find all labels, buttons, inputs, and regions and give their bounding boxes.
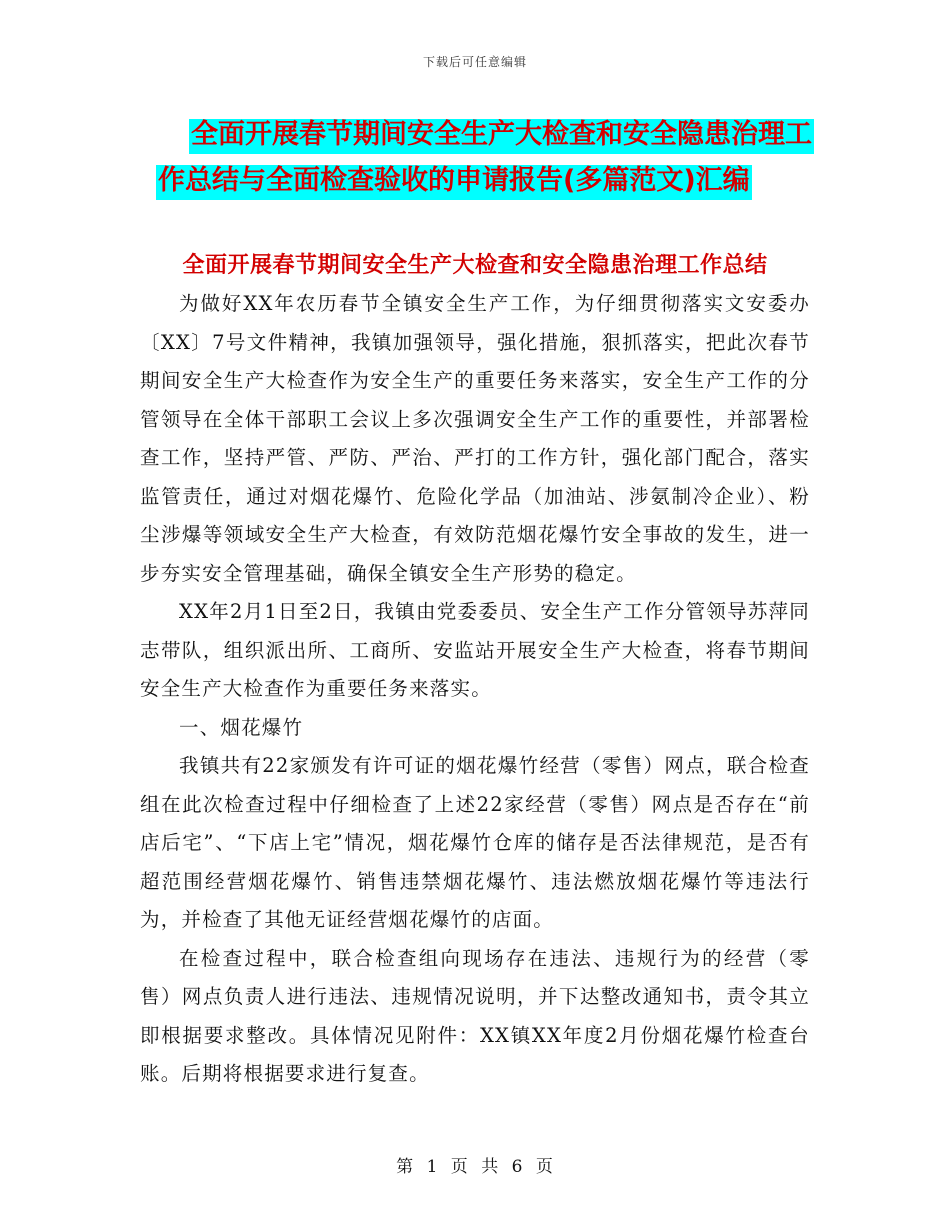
document-title-line-1-text: 全面开展春节期间安全生产大检查和安全隐患治理工 — [189, 119, 814, 154]
document-title-line-2 — [0, 158, 950, 204]
paragraph-rectification: 在检查过程中，联合检查组向现场存在违法、违规行为的经营（零售）网点负责人进行违法、违规情况说明，并下达整改通知书，责令其立即根据要求整改。具体情况见附件：XX镇XX年度2月份烟花爆竹检查台账。后期将根据要求进行复查。 — [140, 946, 810, 1085]
document-title-line-1 — [0, 112, 950, 158]
heading-fireworks: 一、烟花爆竹 — [179, 715, 304, 739]
header-note: 下载后可任意编辑 — [422, 55, 527, 69]
document-title — [0, 112, 950, 204]
section-title: 全面开展春节期间安全生产大检查和安全隐患治理工作总结 — [182, 253, 768, 278]
paragraph-fireworks-check: 我镇共有22家颁发有许可证的烟花爆竹经营（零售）网点，联合检查组在此次检查过程中仔细检查了上述22家经营（零售）网点是否存在“前店后宅”、“下店上宅”情况，烟花爆竹仓库的储存是否法律规范，是否有超范围经营烟花爆竹、销售违禁烟花爆竹、违法燃放烟花爆竹等违法行为，并检查了其他无证经营烟花爆竹的店面。 — [140, 754, 810, 931]
paragraph-intro: 为做好XX年农历春节全镇安全生产工作，为仔细贯彻落实文安委办〔XX〕7号文件精神，我镇加强领导，强化措施，狠抓落实，把此次春节期间安全生产大检查作为安全生产的重要任务来落实，安全生产工作的分管领导在全体干部职工会议上多次强调安全生产工作的重要性，并部署检查工作，坚持严管、严防、严治、严打的工作方针，强化部门配合，落实监管责任，通过对烟花爆竹、危险化学品（加油站、涉氨制冷企业）、粉尘涉爆等领域安全生产大检查，有效防范烟花爆竹安全事故的发生，进一步夯实安全管理基础，确保全镇安全生产形势的稳定。 — [140, 292, 810, 585]
page-footer: 第 1 页 共 6 页 — [396, 1157, 554, 1177]
document-title-line-2-text: 作总结与全面检查验收的申请报告(多篇范文)汇编 — [156, 165, 752, 200]
document-body — [140, 285, 810, 1094]
paragraph-inspection-dates: XX年2月1日至2日，我镇由党委委员、安全生产工作分管领导苏萍同志带队，组织派出所、工商所、安监站开展安全生产大检查，将春节期间安全生产大检查作为重要任务来落实。 — [140, 600, 810, 700]
